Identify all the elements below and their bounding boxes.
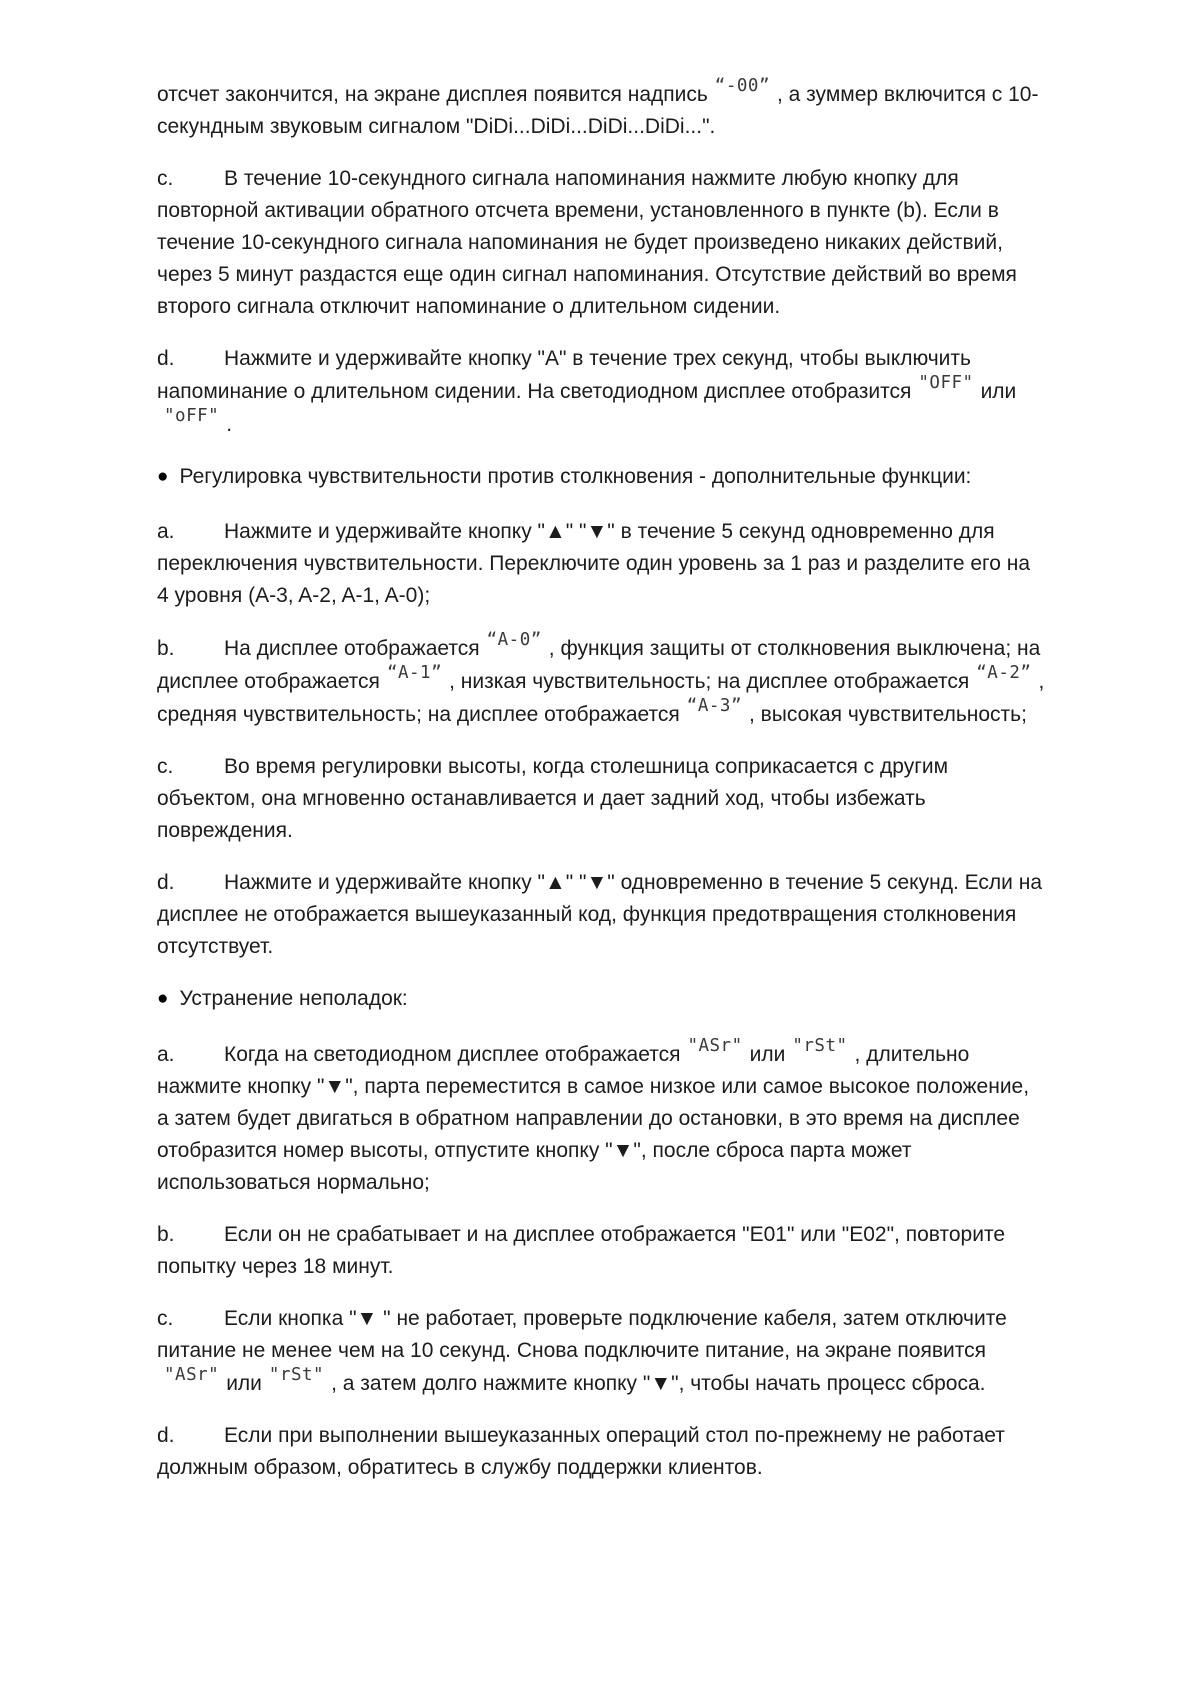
item-label: d. xyxy=(157,347,175,370)
led-code-a-1: “A-1” xyxy=(386,663,443,683)
led-code-off-upper: "OFF" xyxy=(918,373,974,393)
section-anticollision-heading xyxy=(157,461,1046,494)
text-segment: или xyxy=(749,1043,786,1066)
item-d-no-code-no-function xyxy=(157,867,1046,963)
text-segment: Нажмите и удерживайте кнопку "▲" "▼" одновременно в течение 5 секунд. Если на дисплее не отображается вышеуказанный код, функция предотвращения столкновения отсутствует. xyxy=(157,871,1048,958)
item-c-collision-reverse xyxy=(157,751,1046,847)
item-a-asr-rst-reset xyxy=(157,1038,1046,1199)
bullet-icon: ● xyxy=(157,466,169,487)
item-label: d. xyxy=(157,1424,175,1447)
text-segment: Во время регулировки высоты, когда столешница соприкасается с другим объектом, она мгновенно останавливается и дает задний ход, чтобы избежать повреждения. xyxy=(157,755,954,842)
led-code-asr: "ASr" xyxy=(687,1036,743,1056)
item-label: c. xyxy=(157,167,174,190)
text-segment: На дисплее отображается xyxy=(224,637,480,660)
text-segment: Нажмите и удерживайте кнопку "A" в течение трех секунд, чтобы выключить напоминание о длительном сидении. На светодиодном дисплее отобразится xyxy=(157,347,977,403)
text-segment: отсчет закончится, на экране дисплея появится надпись xyxy=(157,83,708,106)
section-troubleshooting-heading xyxy=(157,983,1046,1016)
text-segment: , средняя чувствительность; на дисплее отображается xyxy=(157,670,1051,726)
item-a-sensitivity-switch xyxy=(157,516,1046,612)
text-segment: , высокая чувствительность; xyxy=(748,703,1027,726)
item-d-contact-support xyxy=(157,1420,1046,1484)
text-segment: В течение 10-секундного сигнала напоминания нажмите любую кнопку для повторной активации обратного отсчета времени, установленного в пункте (b). Если в течение 10-секундного сигнала напоминания не будет произведено никаких действий, через 5 минут раздастся еще один сигнал напоминания. Отсутствие действий во время второго сигнала отключит напоминание о длительном сидении. xyxy=(157,167,1023,318)
item-c-button-not-working xyxy=(157,1303,1046,1400)
section-heading-text: Устранение неполадок: xyxy=(179,987,408,1010)
item-label: c. xyxy=(157,755,174,778)
text-segment: Если при выполнении вышеуказанных операций стол по-прежнему не работает должным образом, обратитесь в службу поддержки клиентов. xyxy=(157,1424,1011,1479)
text-segment: , низкая чувствительность; на дисплее отображается xyxy=(449,670,970,693)
text-segment: или xyxy=(226,1372,262,1395)
item-label: d. xyxy=(157,871,175,894)
item-b-sensitivity-levels xyxy=(157,630,1051,731)
led-code-a-3: “A-3” xyxy=(686,696,742,716)
led-code-a-2: “A-2” xyxy=(976,663,1032,683)
section-heading-text: Регулировка чувствительности против столкновения - дополнительные функции: xyxy=(179,465,972,488)
text-segment: , а зуммер включится с 10-секундным звуковым сигналом "DiDi...DiDi...DiDi...DiDi...". xyxy=(157,83,1039,138)
text-segment: или xyxy=(980,380,1017,403)
item-label: a. xyxy=(157,1043,175,1066)
led-code-rst: "rSt" xyxy=(792,1036,848,1056)
item-label: b. xyxy=(157,637,175,660)
item-label: c. xyxy=(157,1307,174,1330)
led-code-off-lower: "oFF" xyxy=(164,406,220,426)
text-segment: Если кнопка "▼ " не работает, проверьте подключение кабеля, затем отключите питание не менее чем на 10 секунд. Снова подключите питание, на экране появится xyxy=(157,1307,1013,1362)
text-segment: , а затем долго нажмите кнопку "▼", чтобы начать процесс сброса. xyxy=(331,1372,986,1395)
item-d-disable-reminder xyxy=(157,343,1046,441)
led-code-asr: "ASr" xyxy=(164,1365,220,1385)
item-label: b. xyxy=(157,1223,175,1246)
led-code-minus-00: “-00” xyxy=(714,76,770,96)
item-b-e01-e02-retry xyxy=(157,1219,1046,1283)
bullet-icon: ● xyxy=(157,988,169,1009)
text-segment: Если он не срабатывает и на дисплее отображается "E01" или "E02", повторите попытку через 18 минут. xyxy=(157,1223,1011,1278)
para-countdown-end xyxy=(157,78,1046,143)
led-code-rst: "rSt" xyxy=(268,1365,325,1385)
text-segment: Когда на светодиодном дисплее отображается xyxy=(224,1043,681,1066)
led-code-a-0: “A-0” xyxy=(486,630,542,650)
text-segment: , длительно нажмите кнопку "▼", парта переместится в самое низкое или самое высокое положение, а затем будет двигаться в обратном направлении до остановки, в это время на дисплее отобразится номер высоты, отпустите кнопку "▼", после сброса парта может использоваться нормально; xyxy=(157,1043,1035,1194)
text-segment: . xyxy=(226,413,233,436)
text-segment: , функция защиты от столкновения выключена; на дисплее отображается xyxy=(157,637,1047,693)
item-c-reminder-reactivation xyxy=(157,163,1046,323)
item-label: a. xyxy=(157,520,175,543)
text-segment: Нажмите и удерживайте кнопку "▲" "▼" в течение 5 секунд одновременно для переключения чувствительности. Переключите один уровень за 1 раз и разделите его на 4 уровня (A-3, A-2, A-1, A-0); xyxy=(157,520,1036,607)
